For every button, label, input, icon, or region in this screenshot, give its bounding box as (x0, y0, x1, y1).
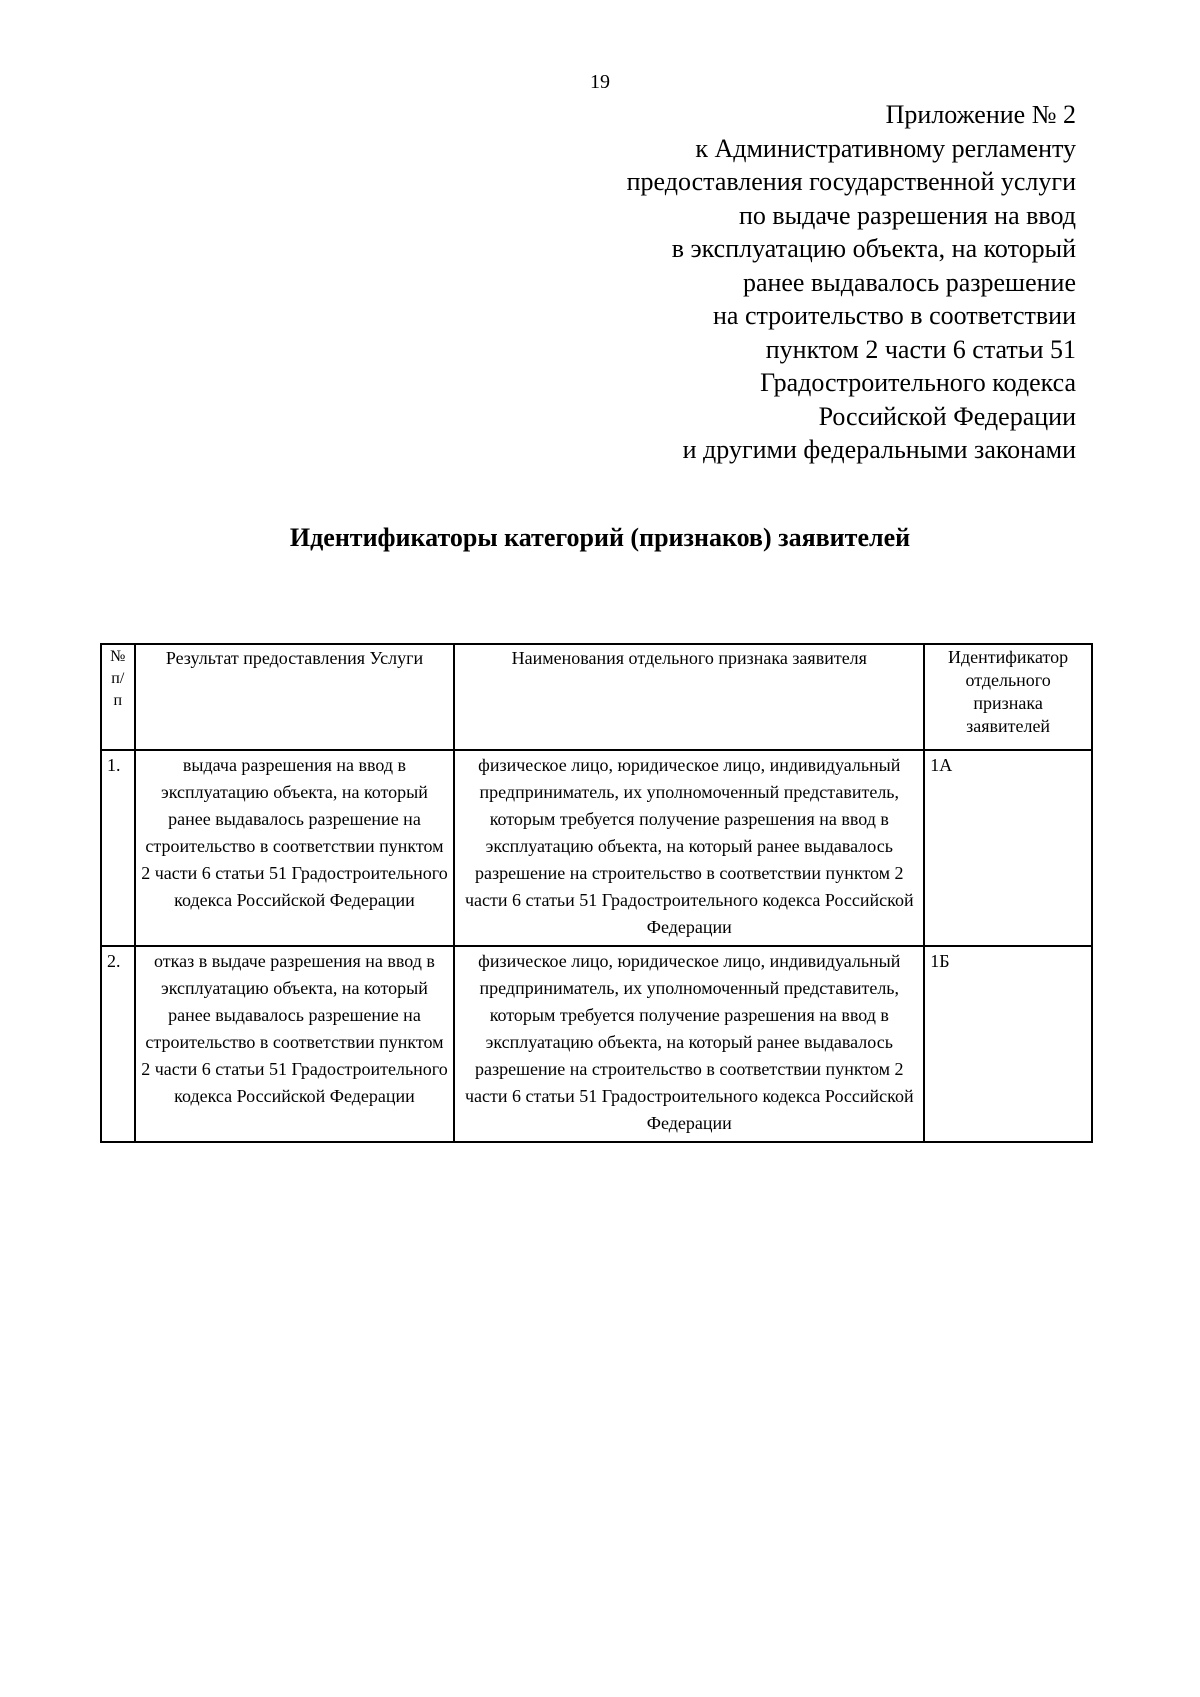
page-number: 19 (590, 71, 610, 93)
header-feature: Наименования отдельного признака заявителя (454, 644, 924, 750)
appendix-header (627, 98, 1076, 467)
appendix-line: пунктом 2 части 6 статьи 51 (765, 334, 1076, 364)
appendix-line: по выдаче разрешения на ввод (738, 200, 1076, 230)
document-title: Идентификаторы категорий (признаков) заявителей (289, 523, 911, 552)
row-result: выдача разрешения на ввод в эксплуатацию объекта, на который ранее выдавалось разрешение на строительство в соответствии пунктом 2 части 6 статьи 51 Градостроительного кодекса Российской Федерации (135, 750, 455, 946)
appendix-line: и другими федеральными законами (682, 435, 1076, 464)
appendix-line: в эксплуатацию объекта, на который (671, 234, 1076, 263)
appendix-line: Приложение № 2 (885, 100, 1076, 129)
row-result: отказ в выдаче разрешения на ввод в эксплуатацию объекта, на который ранее выдавалось разрешение на строительство в соответствии пунктом 2 части 6 статьи 51 Градостроительного кодекса Российской Федерации (135, 946, 455, 1142)
table-header-row (101, 644, 1092, 750)
appendix-line: к Административному регламенту (695, 133, 1076, 163)
identifiers-table (100, 643, 1093, 1143)
appendix-line: Российской Федерации (818, 401, 1076, 431)
row-number: 2. (101, 946, 135, 1142)
appendix-line: на строительство в соответствии (712, 301, 1076, 330)
row-identifier: 1Б (924, 946, 1092, 1142)
table-row (101, 946, 1092, 1142)
row-identifier: 1А (924, 750, 1092, 946)
header-identifier: Идентификатор отдельного признака заявителей (924, 644, 1092, 750)
header-result: Результат предоставления Услуги (135, 644, 455, 750)
row-feature: физическое лицо, юридическое лицо, индивидуальный предприниматель, их уполномоченный представитель, которым требуется получение разрешения на ввод в эксплуатацию объекта, на который ранее выдавалось разрешение на строительство в соответствии пунктом 2 части 6 статьи 51 Градостроительного кодекса Российской Федерации (454, 750, 924, 946)
header-number: № п/п (101, 644, 135, 750)
row-feature: физическое лицо, юридическое лицо, индивидуальный предприниматель, их уполномоченный представитель, которым требуется получение разрешения на ввод в эксплуатацию объекта, на который ранее выдавалось разрешение на строительство в соответствии пунктом 2 части 6 статьи 51 Градостроительного кодекса Российской Федерации (454, 946, 924, 1142)
row-number: 1. (101, 750, 135, 946)
appendix-line: ранее выдавалось разрешение (742, 267, 1076, 297)
appendix-line: предоставления государственной услуги (626, 167, 1076, 196)
appendix-line: Градостроительного кодекса (760, 368, 1076, 397)
table-row (101, 750, 1092, 946)
